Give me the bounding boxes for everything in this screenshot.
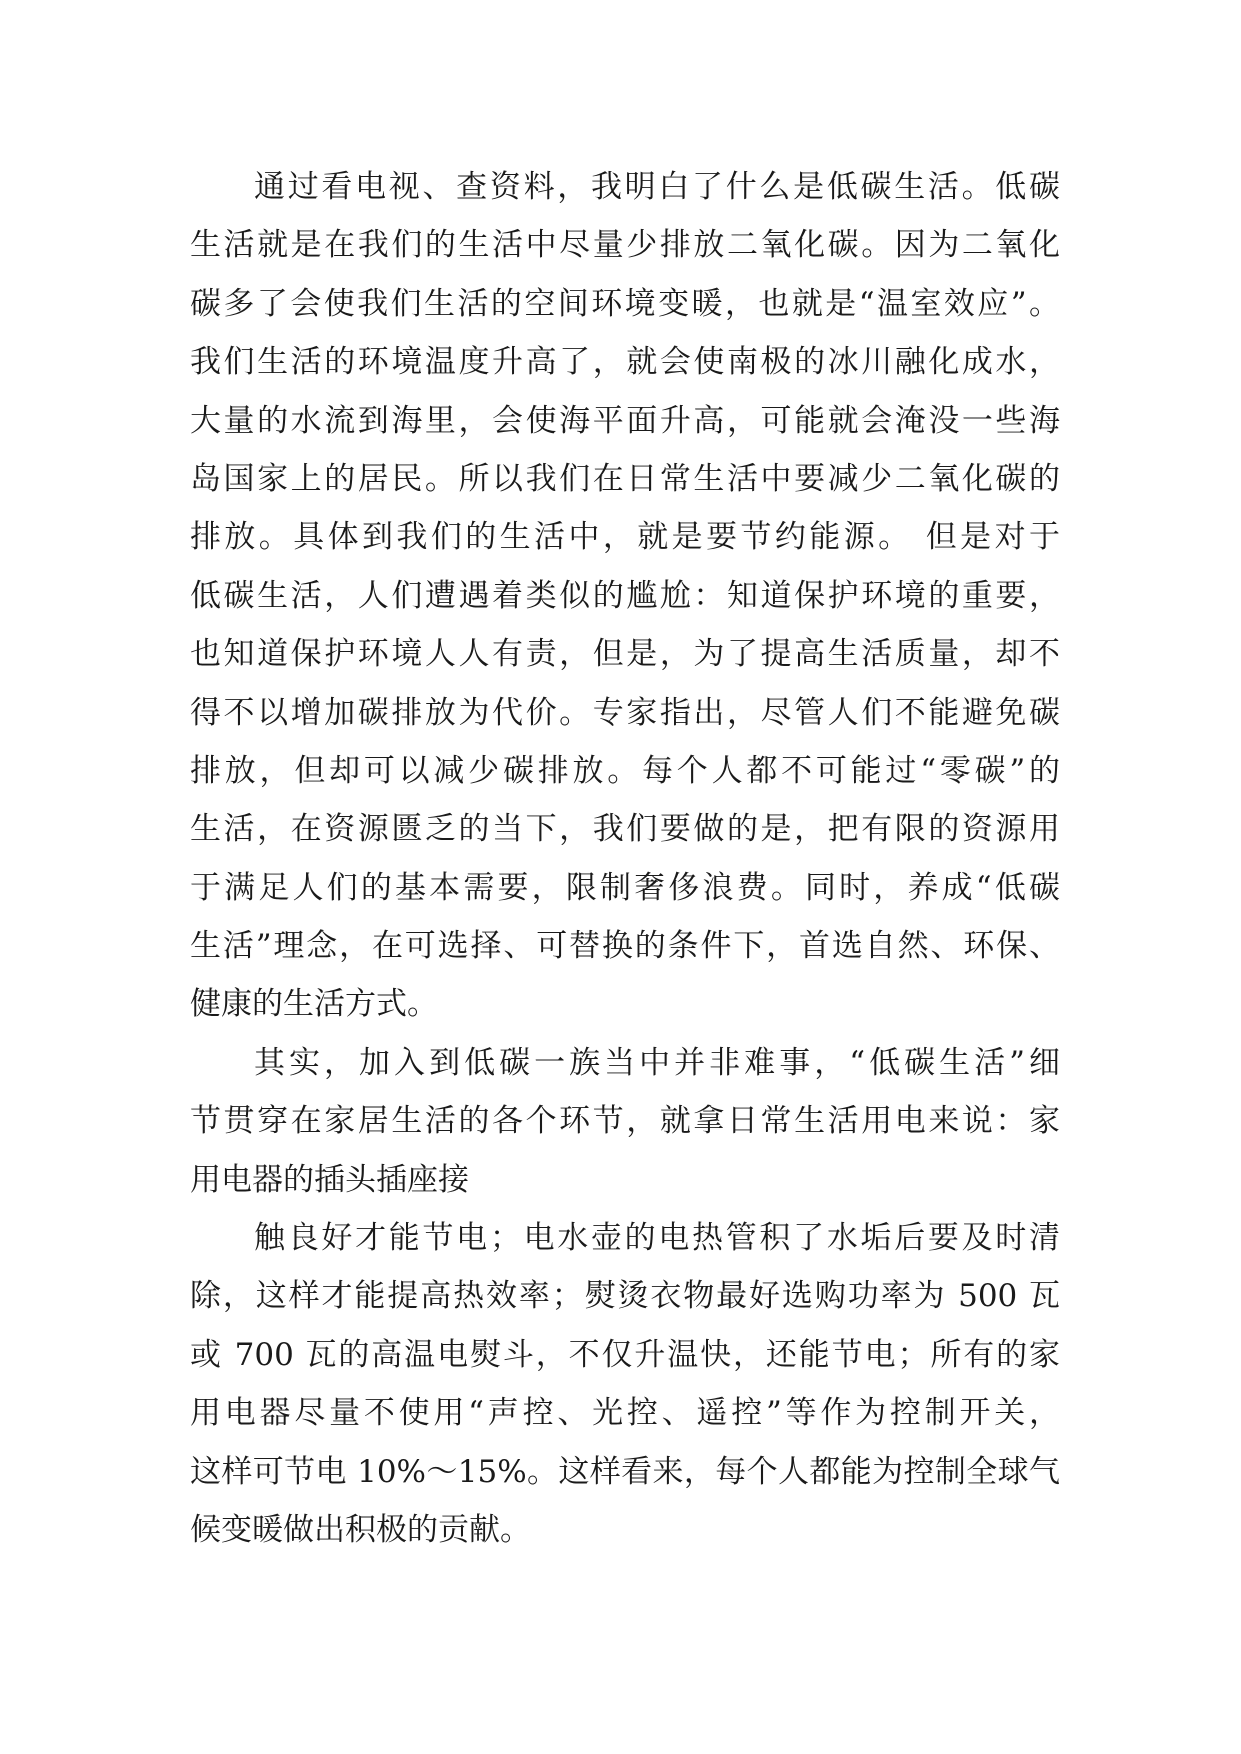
- text-line: 生活就是在我们的生活中尽量少排放二氧化碳。因为二氧化: [190, 227, 1060, 264]
- text-line: 生活，在资源匮乏的当下，我们要做的是，把有限的资源用: [190, 811, 1060, 848]
- text-line: 其实，加入到低碳一族当中并非难事，“低碳生活”细: [254, 1044, 1060, 1081]
- text-line: 生活”理念，在可选择、可替换的条件下，首选自然、环保、: [190, 928, 1060, 965]
- text-line: 大量的水流到海里，会使海平面升高，可能就会淹没一些海: [190, 402, 1060, 439]
- text-line: 岛国家上的居民。所以我们在日常生活中要减少二氧化碳的: [190, 460, 1060, 497]
- text-line: 排放。具体到我们的生活中，就是要节约能源。 但是对于: [190, 519, 1060, 556]
- text-line: 候变暖做出积极的贡献。: [190, 1511, 531, 1548]
- paragraph-3: [190, 1209, 1060, 1559]
- paragraph-2: [190, 1034, 1060, 1209]
- text-line: 健康的生活方式。: [190, 986, 438, 1023]
- text-line: 除，这样才能提高热效率；熨烫衣物最好选购功率为 500 瓦: [190, 1278, 1060, 1315]
- text-line: 排放，但却可以减少碳排放。每个人都不可能过“零碳”的: [190, 752, 1060, 789]
- text-line: 用电器的插头插座接: [190, 1161, 469, 1198]
- document-body: [190, 158, 1060, 1559]
- text-line: 我们生活的环境温度升高了，就会使南极的冰川融化成水，: [190, 344, 1060, 381]
- text-line: 也知道保护环境人人有责，但是，为了提高生活质量，却不: [190, 636, 1060, 673]
- text-line: 于满足人们的基本需要，限制奢侈浪费。同时，养成“低碳: [190, 869, 1060, 906]
- text-line: 或 700 瓦的高温电熨斗，不仅升温快，还能节电；所有的家: [190, 1336, 1060, 1373]
- text-line: 触良好才能节电；电水壶的电热管积了水垢后要及时清: [254, 1220, 1060, 1257]
- text-line: 碳多了会使我们生活的空间环境变暖，也就是“温室效应”。: [190, 285, 1060, 322]
- text-line: 得不以增加碳排放为代价。专家指出，尽管人们不能避免碳: [190, 694, 1060, 731]
- paragraph-1: [190, 158, 1060, 1034]
- text-line: 用电器尽量不使用“声控、光控、遥控”等作为控制开关，: [190, 1395, 1060, 1432]
- text-line: 这样可节电 10%～15%。这样看来，每个人都能为控制全球气: [190, 1453, 1060, 1490]
- text-line: 低碳生活，人们遭遇着类似的尴尬：知道保护环境的重要，: [190, 577, 1060, 614]
- text-line: 节贯穿在家居生活的各个环节，就拿日常生活用电来说：家: [190, 1103, 1060, 1140]
- text-line: 通过看电视、查资料，我明白了什么是低碳生活。低碳: [254, 169, 1060, 205]
